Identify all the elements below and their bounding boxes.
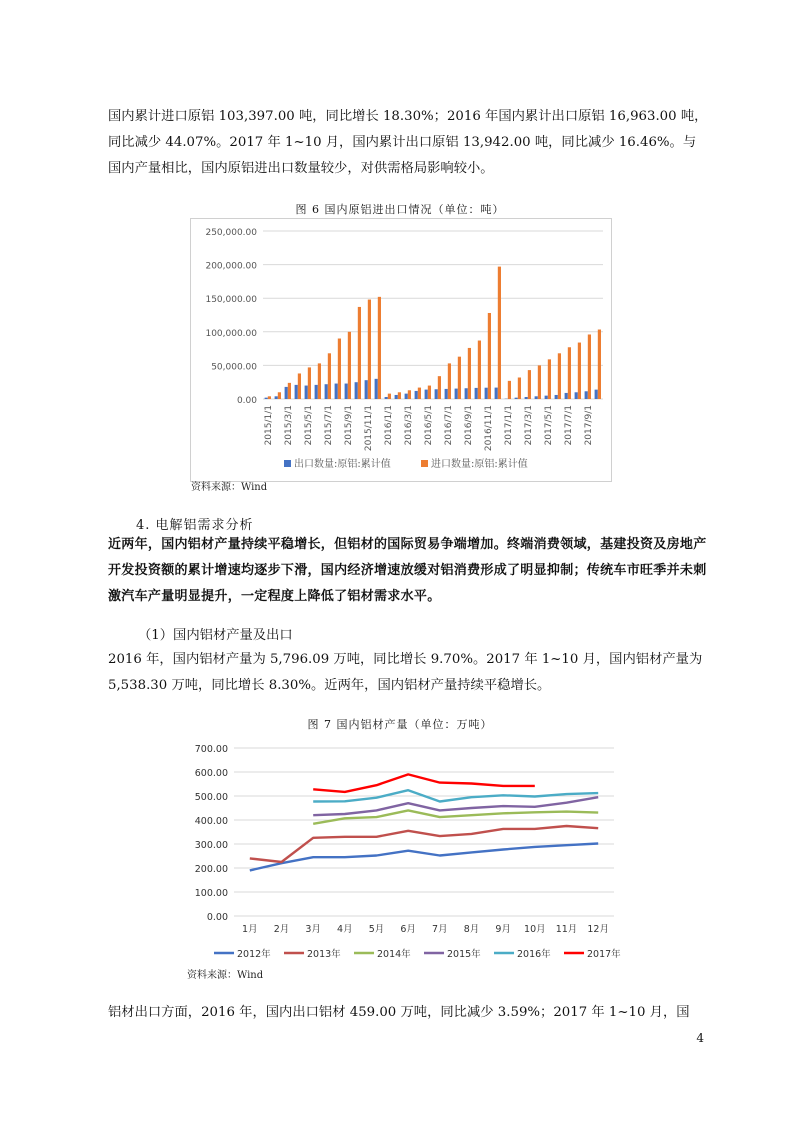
export-bar bbox=[415, 391, 418, 399]
production-paragraph: 2016 年，国内铝材产量为 5,796.09 万吨，同比增长 9.70%。2017 年 1~10 月，国内铝材产量为 5,538.30 万吨，同比增长 8.30%。近两年，国内铝材产量持续平稳增长。 bbox=[108, 652, 703, 693]
export-bar bbox=[565, 393, 568, 399]
import-bar bbox=[598, 330, 601, 399]
page-number: 4 bbox=[696, 1031, 704, 1045]
demand-summary-paragraph: 近两年，国内铝材产量持续平稳增长，但铝材的国际贸易争端增加。终端消费领域，基建投资及房地产开发投资额的累计增速均逐步下滑，国内经济增速放缓对铝消费形成了明显抑制；传统车市旺季并未刺激汽车产量明显提升，一定程度上降低了铝材需求水平。 bbox=[108, 537, 707, 604]
x-tick-label: 6月 bbox=[400, 924, 416, 935]
export-bar bbox=[455, 389, 458, 399]
import-bar bbox=[398, 392, 401, 399]
import-bar bbox=[548, 359, 551, 399]
import-bar bbox=[378, 297, 381, 399]
export-bar bbox=[525, 397, 528, 399]
export-bar bbox=[575, 392, 578, 399]
y-tick-label: 300.00 bbox=[194, 840, 228, 851]
x-tick-label: 2015/7/1 bbox=[324, 405, 334, 446]
import-bar bbox=[348, 332, 351, 399]
export-bar bbox=[385, 397, 388, 399]
x-tick-label: 2016/3/1 bbox=[404, 405, 414, 446]
x-tick-label: 2017/7/1 bbox=[564, 405, 574, 446]
import-bar bbox=[508, 381, 511, 399]
y-tick-label: 0.00 bbox=[236, 396, 257, 406]
export-bar bbox=[465, 388, 468, 399]
legend-label-2014: 2014年 bbox=[377, 949, 411, 960]
export-bar bbox=[485, 388, 488, 399]
x-tick-label: 7月 bbox=[432, 924, 448, 935]
legend-export-label: 出口数量:原铝:累计值 bbox=[294, 459, 391, 470]
x-tick-label: 5月 bbox=[368, 924, 385, 935]
legend-label-2015: 2015年 bbox=[447, 949, 481, 960]
export-bar bbox=[355, 382, 358, 399]
export-bar bbox=[315, 385, 318, 399]
x-tick-label: 1月 bbox=[242, 924, 258, 935]
figure6-source: 资料来源：Wind bbox=[191, 482, 268, 493]
x-tick-label: 2017/1/1 bbox=[504, 405, 514, 446]
y-tick-label: 400.00 bbox=[194, 816, 228, 827]
y-tick-label: 150,000.00 bbox=[205, 295, 257, 306]
x-tick-label: 2017/9/1 bbox=[584, 405, 594, 446]
x-tick-label: 2015/3/1 bbox=[284, 405, 294, 446]
import-bar bbox=[368, 300, 371, 399]
export-paragraph: 铝材出口方面，2016 年，国内出口铝材 459.00 万吨，同比减少 3.59%；2017 年 1~10 月，国 bbox=[108, 1005, 690, 1020]
export-bar bbox=[545, 396, 548, 399]
import-bar bbox=[478, 341, 481, 399]
export-bar bbox=[345, 384, 348, 399]
import-bar bbox=[428, 386, 431, 399]
x-tick-label: 2015/9/1 bbox=[344, 405, 354, 446]
import-bar bbox=[408, 390, 411, 399]
subsection-heading: （1）国内铝材产量及出口 bbox=[138, 628, 293, 643]
export-bar bbox=[495, 388, 498, 399]
x-tick-label: 2016/1/1 bbox=[384, 405, 394, 446]
import-bar bbox=[358, 307, 361, 399]
import-bar bbox=[558, 353, 561, 399]
intro-paragraph: 国内累计进口原铝 103,397.00 吨，同比增长 18.30%；2016 年国内累计出口原铝 16,963.00 吨，同比减少 44.07%。2017 年 1~10 月，国内累计出口原铝 13,942.00 吨，同比减少 16.46%。与国内产量相比，国内原铝进出口数量较少，对供需格局影响较小。 bbox=[108, 109, 708, 176]
export-bar bbox=[405, 394, 408, 399]
import-bar bbox=[528, 370, 531, 399]
x-tick-label: 12月 bbox=[587, 924, 609, 935]
x-tick-label: 2015/5/1 bbox=[304, 405, 314, 446]
import-bar bbox=[468, 348, 471, 399]
x-tick-label: 10月 bbox=[524, 924, 546, 935]
x-tick-label: 2016/11/1 bbox=[484, 405, 494, 452]
export-bar bbox=[265, 398, 268, 399]
export-bar bbox=[475, 388, 478, 399]
x-tick-label: 8月 bbox=[463, 924, 480, 935]
figure6-caption: 图 6 国内原铝进出口情况（单位：吨） bbox=[295, 203, 505, 216]
import-bar bbox=[388, 394, 391, 399]
legend-export-swatch bbox=[284, 460, 291, 467]
x-tick-label: 2016/7/1 bbox=[444, 405, 454, 446]
import-bar bbox=[278, 392, 281, 399]
figure6-chart-frame bbox=[190, 218, 612, 482]
export-bar bbox=[535, 396, 538, 399]
y-tick-label: 0.00 bbox=[206, 912, 228, 923]
import-bar bbox=[578, 343, 581, 399]
export-bar bbox=[555, 395, 558, 399]
export-bar bbox=[445, 389, 448, 399]
import-bar bbox=[418, 388, 421, 399]
import-bar bbox=[328, 353, 331, 399]
import-bar bbox=[518, 377, 521, 399]
legend-import-swatch bbox=[421, 460, 428, 467]
import-bar bbox=[338, 339, 341, 399]
import-bar bbox=[298, 373, 301, 399]
import-bar bbox=[438, 376, 441, 399]
import-bar bbox=[538, 365, 541, 399]
import-bar bbox=[288, 383, 291, 399]
export-bar bbox=[275, 396, 278, 399]
export-bar bbox=[335, 384, 338, 399]
y-tick-label: 250,000.00 bbox=[205, 228, 257, 238]
y-tick-label: 200,000.00 bbox=[205, 261, 257, 272]
figure7-source: 资料来源：Wind bbox=[187, 970, 264, 981]
y-tick-label: 100.00 bbox=[194, 888, 228, 899]
import-bar bbox=[498, 267, 501, 399]
import-bar bbox=[308, 367, 311, 399]
x-tick-label: 2017/3/1 bbox=[524, 405, 534, 446]
figure7-line-chart bbox=[186, 738, 626, 978]
export-bar bbox=[305, 386, 308, 399]
legend-label-2013: 2013年 bbox=[307, 949, 341, 960]
legend-label-2017: 2017年 bbox=[587, 949, 621, 960]
x-tick-label: 11月 bbox=[555, 924, 578, 935]
y-tick-label: 100,000.00 bbox=[205, 328, 257, 339]
legend-import-label: 进口数量:原铝:累计值 bbox=[431, 459, 528, 470]
export-bar bbox=[295, 385, 298, 399]
export-bar bbox=[515, 398, 518, 399]
import-bar bbox=[488, 313, 491, 399]
export-bar bbox=[435, 389, 438, 399]
x-tick-label: 9月 bbox=[495, 924, 511, 935]
export-bar bbox=[395, 395, 398, 399]
export-bar bbox=[365, 380, 368, 399]
y-tick-label: 50,000.00 bbox=[211, 362, 257, 373]
x-tick-label: 2016/9/1 bbox=[464, 405, 474, 446]
legend-label-2016: 2016年 bbox=[517, 949, 551, 960]
y-tick-label: 500.00 bbox=[194, 792, 228, 803]
x-tick-label: 2月 bbox=[273, 924, 290, 935]
series-line-2017 bbox=[313, 774, 535, 792]
x-tick-label: 2015/11/1 bbox=[364, 405, 374, 452]
export-bar bbox=[595, 390, 598, 399]
import-bar bbox=[588, 334, 591, 399]
y-tick-label: 600.00 bbox=[194, 768, 228, 779]
y-tick-label: 700.00 bbox=[194, 744, 228, 755]
export-bar bbox=[285, 387, 288, 399]
x-tick-label: 3月 bbox=[305, 924, 321, 935]
x-tick-label: 4月 bbox=[337, 924, 353, 935]
export-bar bbox=[425, 390, 428, 399]
legend-label-2012: 2012年 bbox=[237, 949, 271, 960]
import-bar bbox=[318, 363, 321, 399]
import-bar bbox=[458, 357, 461, 399]
section-heading: 4. 电解铝需求分析 bbox=[136, 518, 254, 533]
import-bar bbox=[268, 396, 271, 399]
x-tick-label: 2015/1/1 bbox=[264, 405, 274, 446]
x-tick-label: 2017/5/1 bbox=[544, 405, 554, 446]
y-tick-label: 200.00 bbox=[194, 864, 228, 875]
import-bar bbox=[568, 347, 571, 399]
figure6-bar-chart bbox=[191, 219, 611, 481]
export-bar bbox=[325, 384, 328, 399]
export-bar bbox=[585, 391, 588, 399]
export-bar bbox=[375, 379, 378, 399]
x-tick-label: 2016/5/1 bbox=[424, 405, 434, 446]
import-bar bbox=[448, 363, 451, 399]
figure7-caption: 图 7 国内铝材产量（单位：万吨） bbox=[307, 718, 493, 731]
